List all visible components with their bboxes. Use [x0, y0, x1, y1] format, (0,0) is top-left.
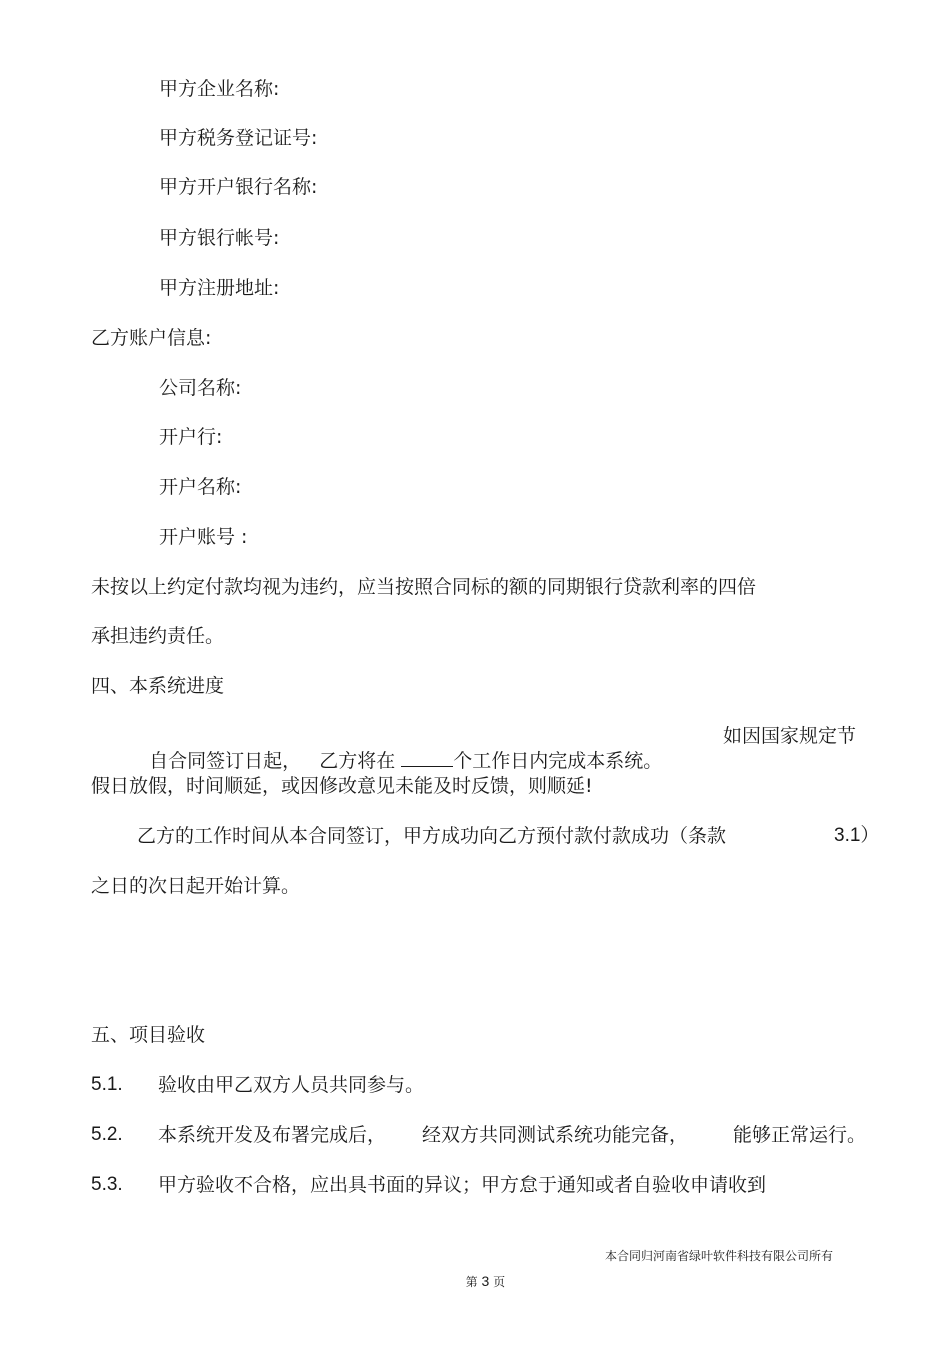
page-prefix: 第 — [465, 1275, 478, 1289]
section-4-p1-tail: 如因国家规定节 — [723, 725, 857, 747]
page-suffix: 页 — [493, 1275, 506, 1289]
item-5-2-text-3: 能够正常运行。 — [733, 1124, 867, 1146]
page-footer-page-number — [458, 1257, 505, 1290]
section-4-p1-before: 自合同签订日起， 乙方将在 — [149, 750, 402, 772]
party-b-account-number: 开户账号 : — [159, 526, 248, 548]
item-5-2-text-2: 经双方共同测试系统功能完备， — [422, 1124, 689, 1146]
section-4-paragraph-1-line1 — [137, 724, 662, 773]
party-b-bank: 开户行: — [159, 426, 223, 448]
party-b-account-heading: 乙方账户信息: — [91, 327, 212, 349]
item-5-3-text: 甲方验收不合格，应出具书面的异议；甲方怠于通知或者自验收申请收到 — [158, 1174, 767, 1196]
item-5-1-text: 验收由甲乙双方人员共同参与。 — [158, 1074, 425, 1096]
party-a-company-name: 甲方企业名称: — [159, 78, 280, 100]
section-4-p1-after: 个工作日内完成本系统。 — [453, 750, 663, 772]
party-b-company-name: 公司名称: — [159, 377, 242, 399]
penalty-clause-line2: 承担违约责任。 — [91, 625, 225, 647]
item-5-3-number: 5.3. — [91, 1174, 123, 1195]
section-4-heading: 四、本系统进度 — [91, 675, 225, 697]
penalty-clause-line1: 未按以上约定付款均视为违约，应当按照合同标的额的同期银行贷款利率的四倍 — [91, 576, 757, 598]
section-4-paragraph-2-line2: 之日的次日起开始计算。 — [91, 875, 301, 897]
party-a-tax-id: 甲方税务登记证号: — [159, 127, 318, 149]
item-5-1-number: 5.1. — [91, 1074, 123, 1095]
section-4-paragraph-2-line1: 乙方的工作时间从本合同签订，甲方成功向乙方预付款付款成功（条款 — [137, 825, 727, 847]
party-a-bank-name: 甲方开户银行名称: — [159, 176, 318, 198]
party-a-registered-address: 甲方注册地址: — [159, 277, 280, 299]
section-5-heading: 五、项目验收 — [91, 1024, 206, 1046]
party-b-account-name: 开户名称: — [159, 476, 242, 498]
page-number: 3 — [481, 1273, 490, 1289]
footer-copyright: 本合同归河南省绿叶软件科技有限公司所有 — [605, 1249, 834, 1263]
party-a-bank-account: 甲方银行帐号: — [159, 227, 280, 249]
item-5-2-number: 5.2. — [91, 1124, 123, 1145]
section-4-paragraph-1-line2: 假日放假，时间顺延，或因修改意见未能及时反馈，则顺延! — [91, 775, 593, 797]
item-5-2-text: 本系统开发及布署完成后， — [158, 1124, 387, 1146]
days-blank — [401, 748, 453, 767]
section-4-clause-ref: 3.1） — [834, 825, 880, 846]
